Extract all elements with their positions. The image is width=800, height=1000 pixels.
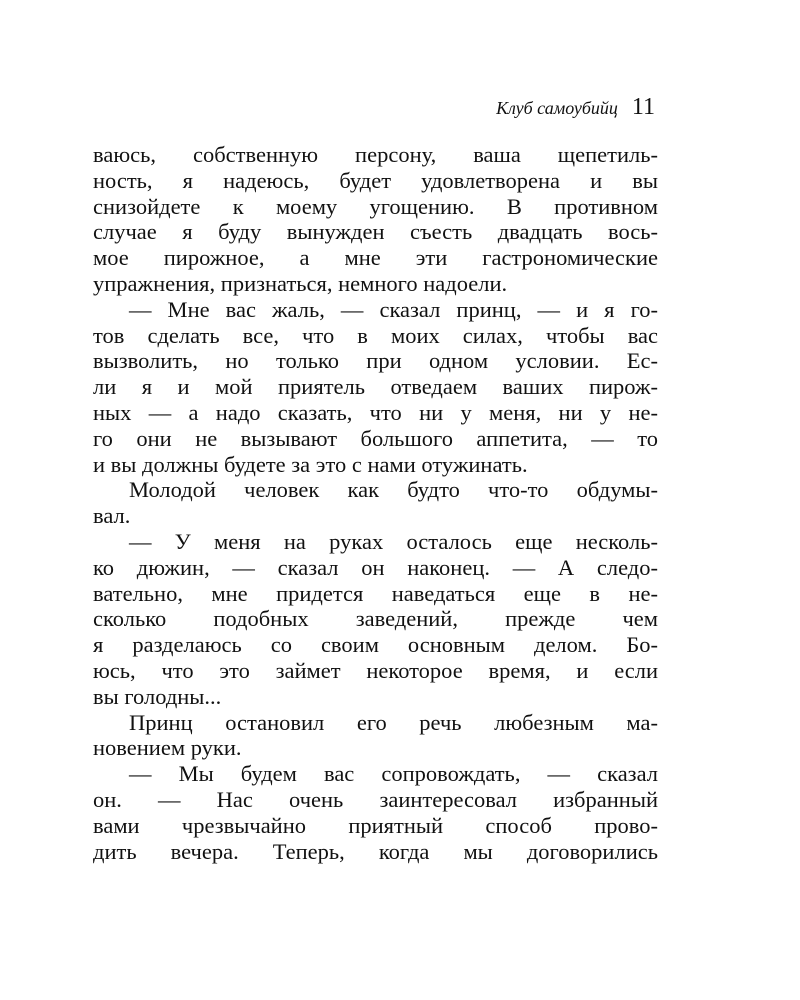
text-line: случае я буду вынужден съесть двадцать вось-	[93, 219, 658, 245]
text-line: вызволить, но только при одном условии. Ес-	[93, 348, 658, 374]
running-head-title: Клуб самоубийц	[496, 98, 618, 118]
text-line: — Мы будем вас сопровождать, — сказал	[129, 761, 658, 787]
text-line: ко дюжин, — сказал он наконец. — А следо-	[93, 554, 658, 580]
page-number: 11	[631, 94, 655, 120]
body-text	[93, 142, 658, 864]
text-line: ных — а надо сказать, что ни у меня, ни у не-	[93, 399, 658, 425]
text-line: Молодой человек как будто что-то обдумы-	[129, 477, 658, 503]
text-line: Принц остановил его речь любезным ма-	[129, 709, 658, 735]
text-line: — Мне вас жаль, — сказал принц, — и я го-	[129, 296, 658, 322]
text-line: вал.	[93, 503, 131, 529]
text-line: вами чрезвычайно приятный способ прово-	[93, 812, 658, 838]
running-head	[93, 94, 655, 121]
text-line: упражнения, признаться, немного надоели.	[93, 270, 508, 296]
text-line: — У меня на руках осталось еще несколь-	[129, 528, 658, 554]
text-line: тов сделать все, что в моих силах, чтобы вас	[93, 322, 658, 348]
text-line: ваюсь, собственную персону, ваша щепетиль-	[93, 142, 658, 167]
text-line: снизойдете к моему угощению. В противном	[93, 193, 658, 219]
text-line: и вы должны будете за это с нами отужинать.	[93, 451, 528, 477]
text-line: вательно, мне придется наведаться еще в не-	[93, 580, 658, 606]
text-line: ность, я надеюсь, будет удовлетворена и вы	[93, 167, 658, 193]
text-line: дить вечера. Теперь, когда мы договорились	[93, 838, 658, 864]
text-line: новением руки.	[93, 735, 242, 761]
text-line: сколько подобных заведений, прежде чем	[93, 606, 658, 632]
text-line: юсь, что это займет некоторое время, и если	[93, 657, 658, 683]
text-line: ли я и мой приятель отведаем ваших пирож-	[93, 374, 658, 400]
text-line: мое пирожное, а мне эти гастрономические	[93, 245, 658, 271]
text-line: вы голодны...	[93, 683, 222, 709]
text-line: он. — Нас очень заинтересовал избранный	[93, 786, 658, 812]
text-line: го они не вызывают большого аппетита, — то	[93, 425, 658, 451]
text-line: я разделаюсь со своим основным делом. Бо-	[93, 632, 658, 658]
